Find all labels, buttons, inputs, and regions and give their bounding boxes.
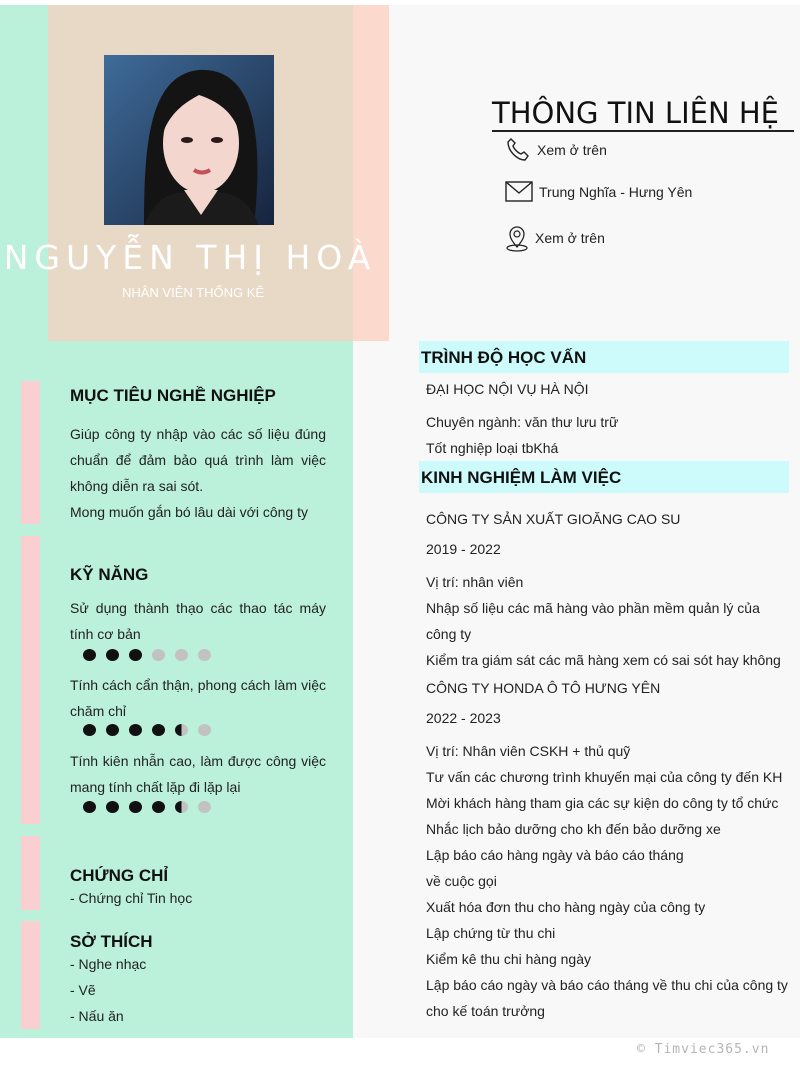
rating-dot xyxy=(152,649,165,661)
certificates-title: CHỨNG CHỈ xyxy=(70,866,169,885)
contact-location-text: Xem ở trên xyxy=(535,230,605,246)
skill-item-3: Tính kiên nhẫn cao, làm được công việc mang tính chất lặp đi lặp lại xyxy=(70,753,326,795)
contact-address-text: Trung Nghĩa - Hưng Yên xyxy=(539,184,693,200)
rating-dot xyxy=(106,724,119,736)
contact-phone-text: Xem ở trên xyxy=(537,142,607,158)
objective-wish: Mong muốn gắn bó lâu dài với công ty xyxy=(70,504,308,520)
candidate-role: NHÂN VIÊN THỐNG KÊ xyxy=(121,285,265,300)
rating-dot xyxy=(198,724,211,736)
contact-location xyxy=(505,224,605,252)
hobby-item: - Nghe nhạc xyxy=(70,956,147,972)
contact-phone xyxy=(505,137,607,163)
job-period: 2022 - 2023 xyxy=(426,710,501,726)
objective-accent-bar xyxy=(21,381,40,524)
rating-dot xyxy=(106,649,119,661)
contact-address xyxy=(505,180,692,204)
job-task: Kiểm kê thu chi hàng ngày xyxy=(426,951,591,967)
header-right-background xyxy=(389,5,800,341)
job-task: Lập báo cáo hàng ngày và báo cáo tháng xyxy=(426,847,684,863)
certificate-item: - Chứng chỉ Tin học xyxy=(70,890,193,906)
candidate-name: NGUYỄN THỊ HOÀ xyxy=(3,238,377,277)
job-position: Vị trí: Nhân viên CSKH + thủ quỹ xyxy=(426,743,631,759)
watermark: © Timviec365.vn xyxy=(637,1042,770,1057)
job-task: Kiểm tra giám sát các mã hàng xem có sai sót hay không xyxy=(426,652,781,668)
skill-item-2: Tính cách cẩn thận, phong cách làm việc chăm chỉ xyxy=(70,677,326,719)
job-task: Nhắc lịch bảo dưỡng cho kh đến bảo dưỡng xe xyxy=(426,821,721,837)
job-task: Lập báo cáo ngày và báo cáo tháng về thu chi của công ty cho kế toán trưởng xyxy=(426,977,788,1019)
rating-dot xyxy=(198,801,211,813)
job-task: Mời khách hàng tham gia các sự kiện do công ty tổ chức xyxy=(426,795,779,811)
profile-photo xyxy=(104,55,274,225)
skill-rating-3 xyxy=(83,801,211,813)
skill-rating-1 xyxy=(83,649,211,661)
skill-rating-2 xyxy=(83,724,211,736)
rating-dot xyxy=(175,724,188,736)
hobbies-title: SỞ THÍCH xyxy=(70,932,153,951)
education-title: TRÌNH ĐỘ HỌC VẤN xyxy=(421,348,587,367)
skills-title: KỸ NĂNG xyxy=(70,565,149,584)
rating-dot xyxy=(152,724,165,736)
education-school: ĐẠI HỌC NỘI VỤ HÀ NỘI xyxy=(426,381,589,397)
objective-paragraph: Giúp công ty nhập vào các số liệu đúng chuẩn để đảm bảo quá trình làm việc không diễn ra sai sót. xyxy=(70,426,326,494)
job-task: Xuất hóa đơn thu cho hàng ngày của công ty xyxy=(426,899,706,915)
rating-dot xyxy=(129,724,142,736)
job-task: Lập chứng từ thu chi xyxy=(426,925,556,941)
job-task: Tư vấn các chương trình khuyến mại của công ty đến KH xyxy=(426,769,783,785)
objective-title: MỤC TIÊU NGHỀ NGHIỆP xyxy=(70,386,276,405)
job-task: về cuộc gọi xyxy=(426,873,497,889)
job-task: Nhập số liệu các mã hàng vào phần mềm quản lý của công ty xyxy=(426,600,760,642)
rating-dot xyxy=(129,649,142,661)
hobbies-accent-bar xyxy=(21,921,40,1029)
job-company: CÔNG TY HONDA Ô TÔ HƯNG YÊN xyxy=(426,680,661,696)
rating-dot xyxy=(83,724,96,736)
hobby-item: - Vẽ xyxy=(70,982,96,998)
rating-dot xyxy=(175,649,188,661)
contact-title: THÔNG TIN LIÊN HỆ xyxy=(492,96,779,130)
location-icon xyxy=(505,224,529,252)
header-pink-stripe xyxy=(353,5,389,341)
rating-dot xyxy=(175,801,188,813)
rating-dot xyxy=(106,801,119,813)
skills-accent-bar xyxy=(21,536,40,824)
rating-dot xyxy=(129,801,142,813)
certificates-accent-bar xyxy=(21,836,40,910)
rating-dot xyxy=(198,649,211,661)
job-position: Vị trí: nhân viên xyxy=(426,574,524,590)
education-grade: Tốt nghiệp loại tbKhá xyxy=(426,440,559,456)
mail-icon xyxy=(505,180,533,204)
phone-icon xyxy=(505,137,531,163)
hobby-item: - Nấu ăn xyxy=(70,1008,124,1024)
rating-dot xyxy=(83,801,96,813)
contact-title-underline xyxy=(492,130,794,132)
job-company: CÔNG TY SẢN XUẤT GIOĂNG CAO SU xyxy=(426,511,681,527)
experience-title: KINH NGHIỆM LÀM VIỆC xyxy=(421,468,622,487)
rating-dot xyxy=(152,801,165,813)
education-major: Chuyên ngành: văn thư lưu trữ xyxy=(426,414,619,430)
rating-dot xyxy=(83,649,96,661)
skill-item-1: Sử dụng thành thạo các thao tác máy tính cơ bản xyxy=(70,600,326,642)
job-period: 2019 - 2022 xyxy=(426,541,501,557)
